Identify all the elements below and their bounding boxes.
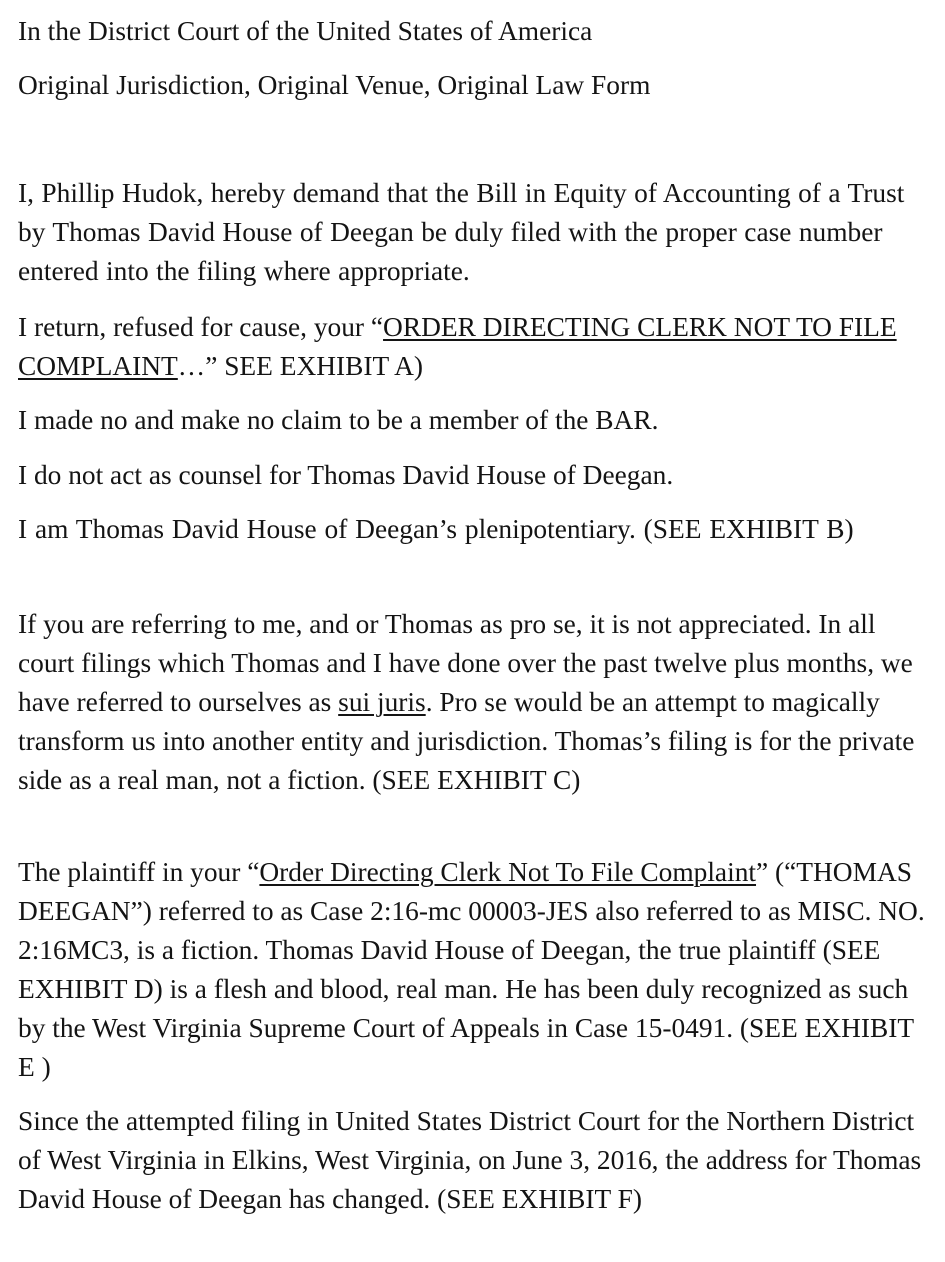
plaintiff-text-post: ” (“THOMAS DEEGAN”) referred to as Case 2:16-mc 00003-JES also referred to as MISC. NO. 2:16MC3, is a fiction. Thomas David House of Deegan, the true plaintiff (SEE EXHIBIT D) is a flesh and blood, real man. He has been duly recognized as such by the West Virginia Supreme Court of Appeals in Case 15-0491. (SEE EXHIBIT E ) [18,857,925,1082]
jurisdiction-line: Original Jurisdiction, Original Venue, Original Law Form [18,70,651,100]
pro-se-paragraph [18,605,934,800]
order-title: Order Directing Clerk Not To File Complaint [259,857,757,887]
refused-order-title: ORDER DIRECTING CLERK NOT TO FILE COMPLAINT [18,312,897,381]
counsel-paragraph: I do not act as counsel for Thomas David House of Deegan. [18,460,674,490]
pro-se-text-post: . Pro se would be an attempt to magically transform us into another entity and jurisdiction. Thomas’s filing is for the private side as a real man, not a fiction. (SEE EXHIBIT C) [18,687,915,795]
plaintiff-paragraph [18,853,934,1087]
refusal-text-pre: I return, refused for cause, your “ [18,312,384,342]
demand-paragraph: I, Phillip Hudok, hereby demand that the Bill in Equity of Accounting of a Trust by Thomas David House of Deegan be duly filed with the proper case number entered into the filing where appropriate. [18,178,905,286]
address-paragraph: Since the attempted filing in United States District Court for the Northern District of West Virginia in Elkins, West Virginia, on June 3, 2016, the address for Thomas David House of Deegan has changed. (SEE EXHIBIT F) [18,1106,922,1214]
refusal-text-post: …” SEE EXHIBIT A) [177,351,424,381]
plenipotentiary-paragraph: I am Thomas David House of Deegan’s plenipotentiary. (SEE EXHIBIT B) [18,514,854,544]
plaintiff-text-pre: The plaintiff in your “ [18,857,260,887]
pro-se-text-pre: If you are referring to me, and or Thomas as pro se, it is not appreciated. In all court filings which Thomas and I have done over the past twelve plus months, we have referred to ourselves as [18,609,913,717]
refusal-paragraph [18,308,934,386]
bar-paragraph: I made no and make no claim to be a member of the BAR. [18,405,659,435]
court-title: In the District Court of the United States of America [18,16,593,46]
sui-juris-term: sui juris [338,687,426,717]
